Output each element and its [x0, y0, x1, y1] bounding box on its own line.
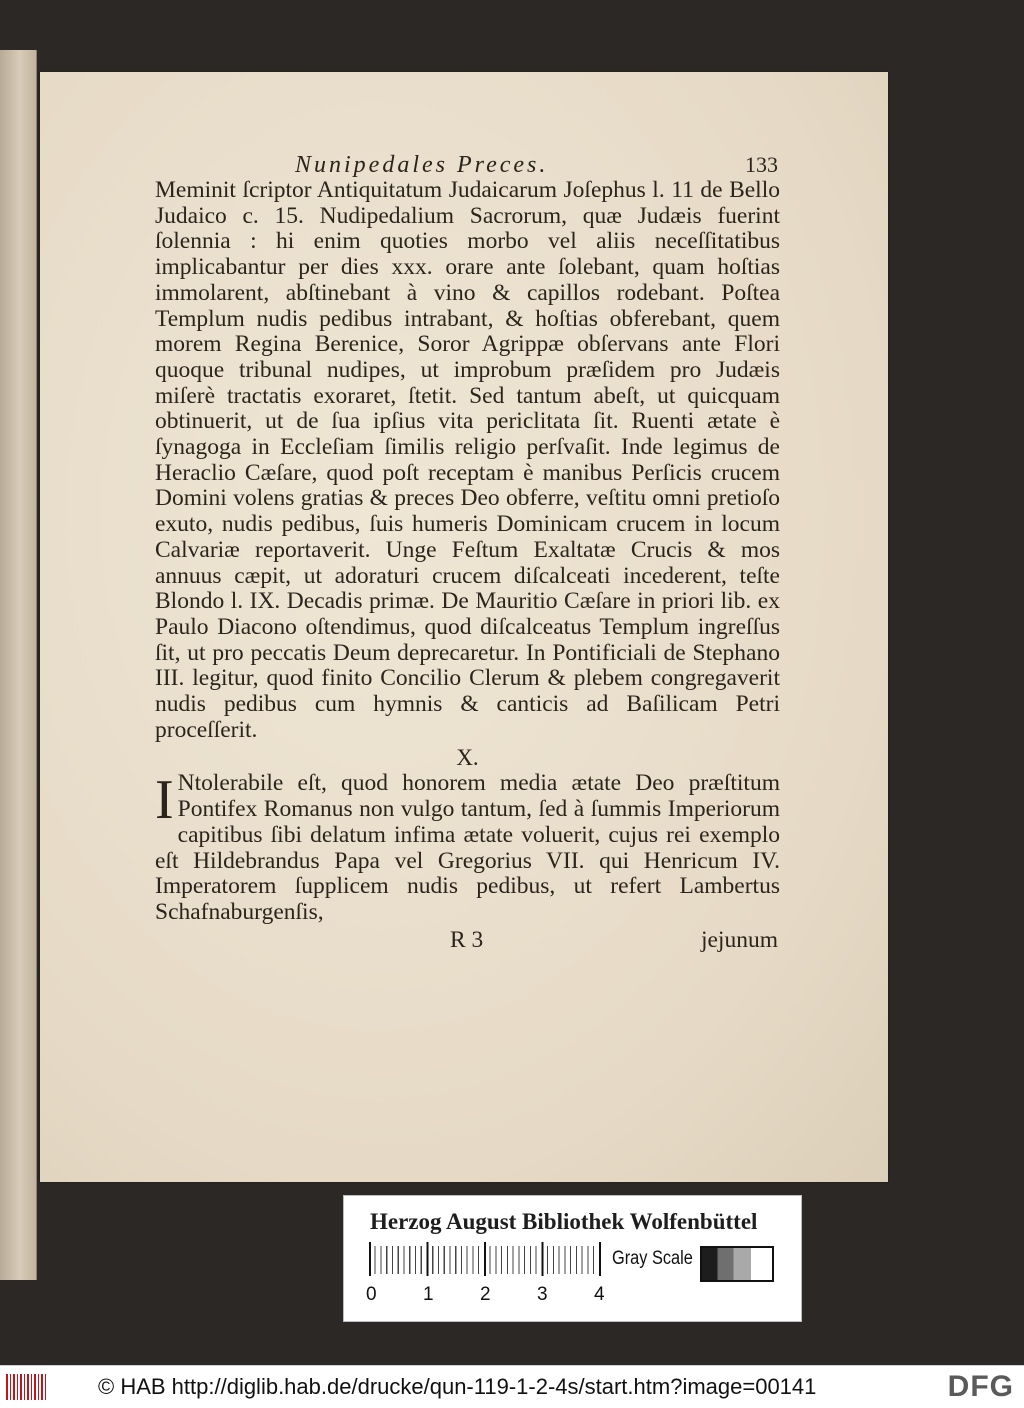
ruler-number: 4: [594, 1284, 605, 1305]
previous-page-edge: [0, 50, 37, 1280]
color-target-card: [343, 1195, 802, 1322]
gray-scale-label: Gray Scale: [612, 1248, 693, 1269]
dfg-logo: DFG: [947, 1370, 1014, 1403]
page-number: 133: [745, 152, 778, 177]
page-foot-row: [155, 928, 780, 954]
running-head-row: [295, 152, 780, 178]
signature-mark: R 3: [450, 926, 484, 953]
section-number: X.: [456, 745, 479, 771]
library-name: Herzog August Bibliothek Wolfenbüttel: [370, 1209, 758, 1234]
paragraph-2: [155, 771, 780, 925]
credit-link[interactable]: © HAB http://diglib.hab.de/drucke/qun-119-1-2-4s/start.htm?image=00141: [98, 1374, 817, 1399]
ruler-major-ticks: [369, 1242, 601, 1276]
page-text: [155, 152, 780, 954]
gray-scale-bar: [700, 1246, 774, 1282]
barcode-icon: [6, 1374, 46, 1400]
drop-cap: I: [155, 769, 174, 832]
catchword: jejunum: [700, 926, 778, 953]
paragraph-1: Meminit ſcriptor Antiquitatum Judaicarum Joſephus l. 11 de Bello Judaico c. 15. Nudipedalium Sacrorum, quæ Judæis fuerint ſolennia : hi enim quoties morbo vel aliis neceſſitatibus implicabantur per dies xxx. orare ante ſolebant, quam hoſtias immolarent, abſtinebant à vino & capillos rodebant. Poſtea Templum nudis pedibus intrabant, & hoſtias obferebant, quem morem Regina Berenice, Soror Agrippæ obſervans ante Flori quoque tribunal nudipes, ut improbum præſidem pro Judæis miſerè tractatis exoraret, ſtetit. Sed tantum abeſt, ut quicquam obtinuerit, ut de ſua ipſius vita periclitata ſit. Ruenti ætate è ſynagoga in Eccleſiam ſimilis religio perſvaſit. Inde legimus de Heraclio Cæſare, quod poſt receptam è manibus Perſicis crucem Domini volens gratias & preces Deo obferre, veſtitu omni pretioſo exuto, nudis pedibus, ſuis humeris Dominicam crucem in locum Calvariæ reportaverit. Unge Feſtum Exaltatæ Crucis & mos annuus cæpit, ut adoraturi crucem diſcalceati incederent, teſte Blondo l. IX. Decadis primæ. De Mauritio Cæſare in priori lib. ex Paulo Diacono oſtendimus, quod diſcalceatus Templum ingreſſus ſit, ut pro peccatis Deum deprecaretur. In Pontificiali de Stephano III. legitur, quod finito Concilio Clerum & plebem congregaverit nudis pedibus cum hymnis & canticis ad Baſilicam Petri proceſſerit.: [155, 177, 780, 743]
ruler-number: 1: [423, 1284, 434, 1305]
footer-bar: [0, 1365, 1024, 1408]
ruler-number: 0: [366, 1284, 377, 1305]
ruler-number: 2: [480, 1284, 491, 1305]
ruler-number: 3: [537, 1284, 548, 1305]
paragraph-2-text: Ntolerabile eſt, quod honorem media ætate Deo præſtitum Pontifex Romanus non vulgo tantum, ſed à ſummis Imperiorum capitibus ſibi delatum infima ætate voluerit, cujus rei exemplo eſt Hildebrandus Papa vel Gregorius VII. qui Henricum IV. Imperatorem ſupplicem nudis pedibus, ut refert Lambertus Schafnaburgenſis,: [155, 770, 780, 925]
book-page: [40, 72, 888, 1182]
running-head: Nunipedales Preces.: [295, 152, 549, 178]
